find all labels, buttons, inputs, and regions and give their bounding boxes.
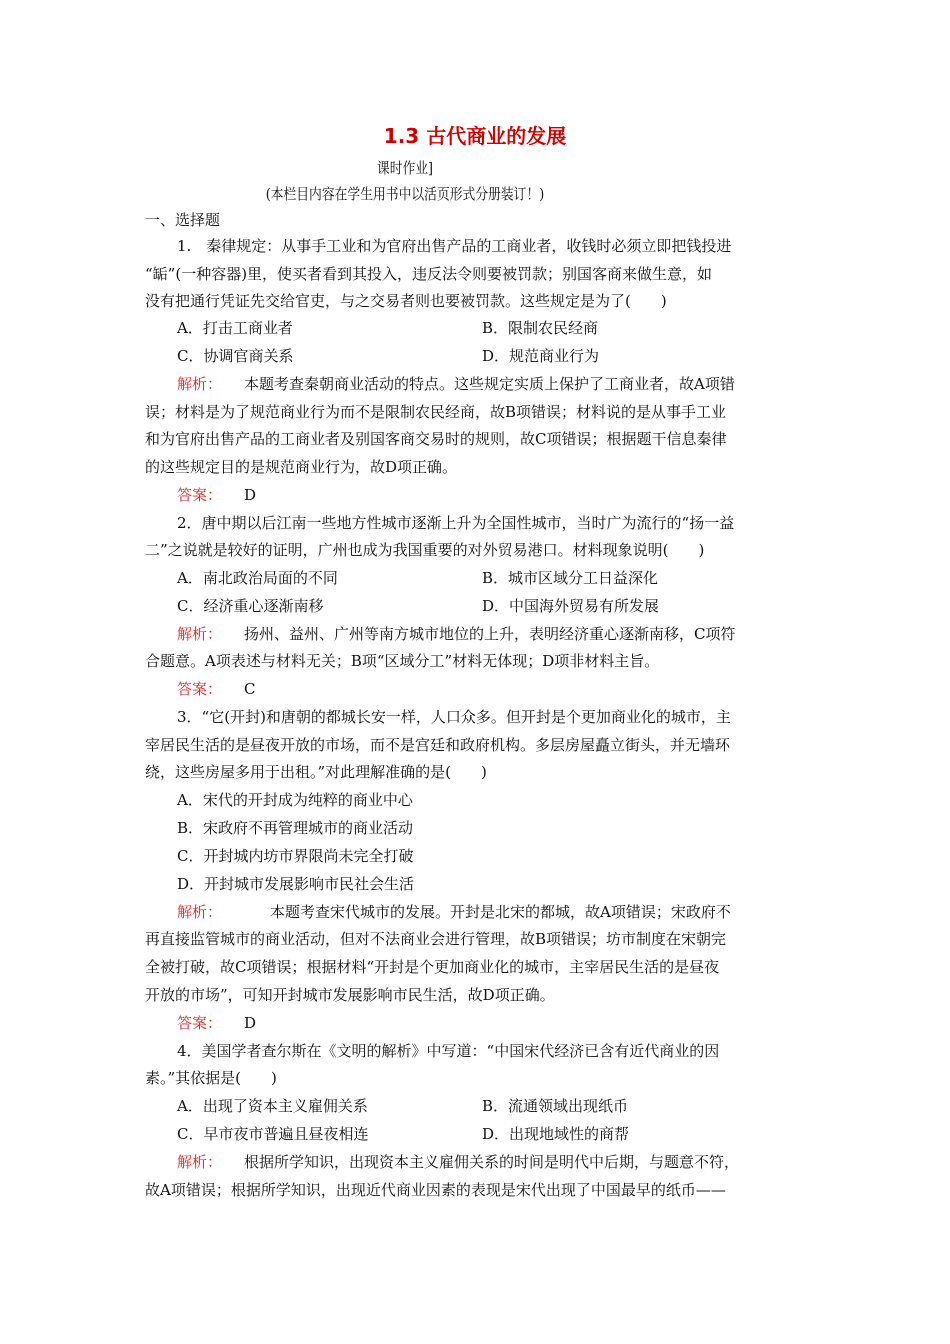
q4-option-c: C．早市夜市普遍且昼夜相连	[177, 1125, 369, 1143]
q1-analysis-line: 和为官府出售产品的工商业者及别国客商交易时的规则，故C项错误；根据题干信息秦律	[145, 430, 727, 448]
q4-option-a: A．出现了资本主义雇佣关系	[177, 1097, 368, 1115]
q3-stem-line: 宰居民生活的是昼夜开放的市场，而不是宫廷和政府机构。多层房屋矗立街头，并无墙环	[145, 736, 731, 754]
q4-analysis-line: 故A项错误；根据所学知识，出现近代商业因素的表现是宋代出现了中国最早的纸币——	[145, 1181, 726, 1199]
analysis-label: 解析：	[177, 1153, 223, 1171]
q1-stem-line: “缿”(一种容器)里，使买者看到其投入，违反法令则要被罚款；别国客商来做生意，如	[145, 265, 713, 283]
q2-analysis-line: 合题意。A项表述与材料无关；B项“区域分工”材料无体现；D项非材料主旨。	[145, 652, 660, 670]
q4-analysis	[177, 1152, 739, 1172]
binding-note: (本栏目内容在学生用书中以活页形式分册装订！)	[265, 185, 545, 203]
answer-label: 答案：	[177, 486, 223, 504]
q1-analysis	[177, 374, 735, 394]
q2-answer	[177, 679, 256, 699]
q3-option-d: D．开封城市发展影响市民社会生活	[177, 875, 415, 893]
q1-answer-value: D	[244, 486, 257, 504]
page-title: 1.3 古代商业的发展	[383, 124, 567, 148]
q3-stem-line: 3．“它(开封)和唐朝的都城长安一样，人口众多。但开封是个更加商业化的城市，主	[177, 708, 731, 726]
q1-option-a: A．打击工商业者	[177, 319, 293, 337]
answer-label: 答案：	[177, 680, 223, 698]
q3-option-c: C．开封城内坊市界限尚未完全打破	[177, 847, 414, 865]
q4-option-d: D．出现地域性的商帮	[482, 1125, 630, 1143]
q1-answer	[177, 485, 256, 505]
analysis-label: 解析：	[177, 903, 223, 921]
q3-option-a: A．宋代的开封成为纯粹的商业中心	[177, 791, 413, 809]
q3-analysis-line: 开放的市场”，可知开封城市发展影响市民生活，故D项正确。	[145, 986, 555, 1004]
q1-analysis-line: 误；材料是为了规范商业行为而不是限制农民经商，故B项错误；材料说的是从事手工业	[145, 403, 727, 421]
q1-analysis-text: 本题考查秦朝商业活动的特点。这些规定实质上保护了工商业者，故A项错	[244, 375, 735, 393]
q3-analysis-text: 本题考查宋代城市的发展。开封是北宋的都城，故A项错误；宋政府不	[270, 903, 731, 921]
q3-option-b: B．宋政府不再管理城市的商业活动	[177, 819, 414, 837]
q4-analysis-text: 根据所学知识，出现资本主义雇佣关系的时间是明代中后期，与题意不符，	[244, 1153, 740, 1171]
q3-answer-value: D	[244, 1014, 257, 1032]
answer-label: 答案：	[177, 1014, 223, 1032]
q1-stem-line: 1. 秦律规定：从事手工业和为官府出售产品的工商业者，收钱时必须立即把钱投进	[177, 237, 732, 255]
q1-option-b: B．限制农民经商	[482, 319, 599, 337]
q4-stem-line: 4．美国学者查尔斯在《文明的解析》中写道：“中国宋代经济已含有近代商业的因	[177, 1042, 720, 1060]
subtitle: 课时作业]	[376, 159, 434, 177]
q1-analysis-line: 的这些规定目的是规范商业行为，故D项正确。	[145, 458, 458, 476]
q2-analysis	[177, 624, 736, 644]
q2-stem-line: 二”之说就是较好的证明，广州也成为我国重要的对外贸易港口。材料现象说明( )	[145, 541, 705, 559]
q2-option-a: A．南北政治局面的不同	[177, 569, 338, 587]
analysis-label: 解析：	[177, 625, 223, 643]
q4-option-b: B．流通领域出现纸币	[482, 1097, 629, 1115]
q4-stem-line: 素。”其依据是( )	[145, 1069, 277, 1087]
q1-stem-line: 没有把通行凭证先交给官吏，与之交易者则也要被罚款。这些规定是为了( )	[145, 292, 667, 310]
analysis-label: 解析：	[177, 375, 223, 393]
q3-stem-line: 绕，这些房屋多用于出租。”对此理解准确的是( )	[145, 763, 487, 781]
q2-answer-value: C	[244, 680, 256, 698]
q3-analysis-line: 全被打破，故C项错误；根据材料“开封是个更加商业化的城市，主宰居民生活的是昼夜	[145, 958, 720, 976]
q3-analysis-line: 再直接监管城市的商业活动，但对不法商业会进行管理，故B项错误；坊市制度在宋朝完	[145, 930, 727, 948]
q2-option-c: C．经济重心逐渐南移	[177, 597, 324, 615]
q2-option-b: B．城市区域分工日益深化	[482, 569, 659, 587]
q1-option-d: D．规范商业行为	[482, 347, 600, 365]
q3-analysis	[177, 902, 731, 922]
q2-stem-line: 2．唐中期以后江南一些地方性城市逐渐上升为全国性城市，当时广为流行的“扬一益	[177, 514, 735, 532]
section-heading: 一、选择题	[145, 211, 221, 229]
q1-option-c: C．协调官商关系	[177, 347, 294, 365]
q3-answer	[177, 1013, 256, 1033]
q2-analysis-text: 扬州、益州、广州等南方城市地位的上升，表明经济重心逐渐南移，C项符	[244, 625, 736, 643]
q2-option-d: D．中国海外贸易有所发展	[482, 597, 660, 615]
